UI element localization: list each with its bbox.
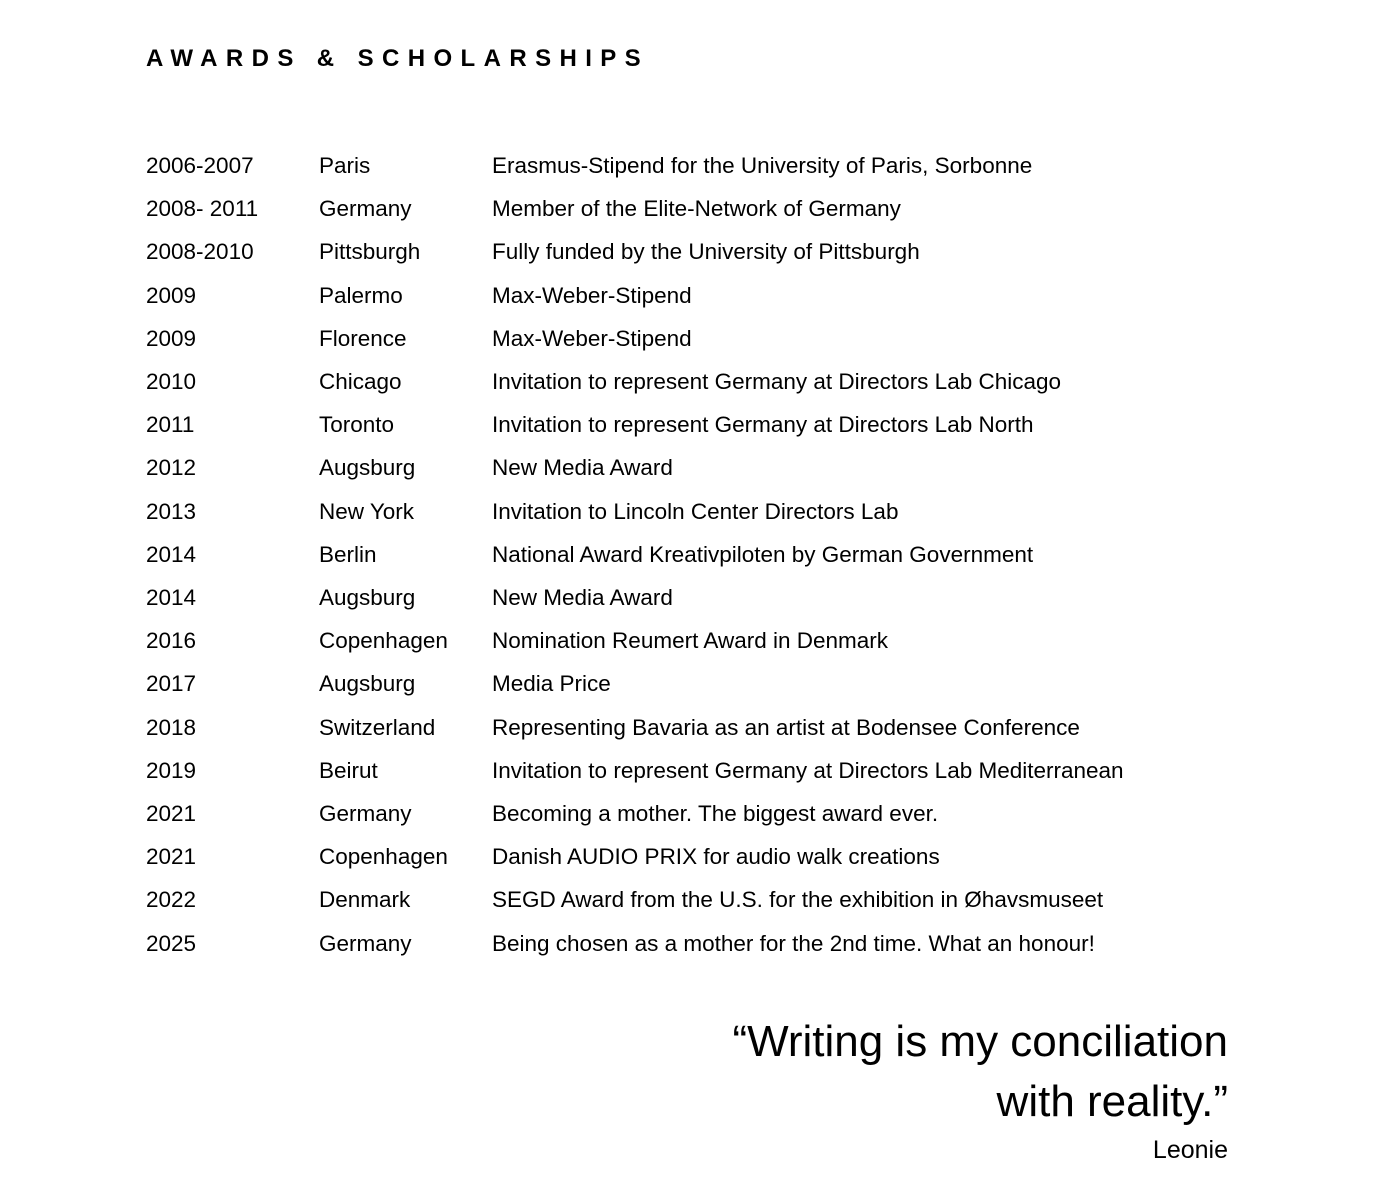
award-row [146, 403, 1246, 446]
award-description: Nomination Reumert Award in Denmark [492, 628, 889, 654]
award-place: Copenhagen [319, 844, 448, 870]
award-description: Representing Bavaria as an artist at Bodensee Conference [492, 714, 1080, 740]
award-row [146, 230, 1246, 273]
award-row [146, 749, 1246, 792]
award-row [146, 878, 1246, 921]
award-description: New Media Award [492, 455, 673, 481]
award-row [146, 662, 1246, 705]
award-description: National Award Kreativpiloten by German Government [492, 541, 1034, 567]
award-row [146, 619, 1246, 662]
award-place: Berlin [319, 541, 377, 567]
award-year: 2008-2010 [146, 239, 254, 265]
award-year: 2025 [146, 930, 197, 956]
award-year: 2014 [146, 541, 197, 567]
award-description: Erasmus-Stipend for the University of Paris, Sorbonne [492, 153, 1033, 178]
award-row [146, 576, 1246, 619]
quote-author: Leonie [1152, 1136, 1228, 1164]
award-place: Chicago [319, 369, 402, 395]
award-description: Max-Weber-Stipend [492, 282, 692, 308]
award-description: Fully funded by the University of Pittsburgh [492, 239, 920, 265]
award-year: 2010 [146, 369, 197, 395]
award-place: Germany [319, 801, 412, 827]
award-place: Beirut [319, 757, 378, 783]
award-row [146, 187, 1246, 230]
award-place: Pittsburgh [319, 239, 421, 265]
award-year: 2012 [146, 455, 197, 481]
award-place: Germany [319, 196, 412, 222]
award-year: 2016 [146, 628, 197, 654]
award-year: 2017 [146, 671, 197, 697]
award-description: Invitation to Lincoln Center Directors Lab [492, 498, 899, 524]
award-year: 2014 [146, 585, 197, 611]
award-description: Becoming a mother. The biggest award ever. [492, 801, 939, 827]
award-row [146, 446, 1246, 489]
award-year: 2021 [146, 844, 197, 870]
award-description: Invitation to represent Germany at Directors Lab Chicago [492, 369, 1062, 395]
award-row [146, 360, 1246, 403]
award-place: Copenhagen [319, 628, 448, 654]
award-description: SEGD Award from the U.S. for the exhibition in Øhavsmuseet [492, 887, 1104, 913]
award-place: Augsburg [319, 585, 416, 611]
award-year: 2008- 2011 [146, 196, 259, 222]
award-place: Toronto [319, 412, 395, 438]
award-year: 2013 [146, 498, 197, 524]
award-year: 2018 [146, 714, 197, 740]
award-description: Invitation to represent Germany at Directors Lab Mediterranean [492, 757, 1124, 783]
award-place: Augsburg [319, 455, 416, 481]
award-row [146, 533, 1246, 576]
award-year: 2009 [146, 325, 197, 351]
award-description: Max-Weber-Stipend [492, 325, 692, 351]
award-description: Danish AUDIO PRIX for audio walk creations [492, 844, 940, 870]
award-description: Member of the Elite-Network of Germany [492, 196, 901, 222]
award-row [146, 144, 1246, 187]
award-year: 2011 [146, 412, 195, 438]
quote-block [708, 1012, 1228, 1166]
award-row [146, 317, 1246, 360]
award-place: Palermo [319, 282, 403, 308]
award-row [146, 835, 1246, 878]
award-place: New York [319, 498, 415, 524]
award-description: Being chosen as a mother for the 2nd time. What an honour! [492, 930, 1095, 956]
awards-table [146, 144, 1246, 965]
award-place: Denmark [319, 887, 411, 913]
award-row [146, 706, 1246, 749]
award-place: Florence [319, 325, 407, 351]
award-description: Media Price [492, 671, 611, 697]
award-description: New Media Award [492, 585, 673, 611]
quote-text: “Writing is my conciliation with reality.” [732, 1017, 1228, 1126]
award-row [146, 274, 1246, 317]
award-year: 2019 [146, 757, 197, 783]
award-row [146, 792, 1246, 835]
award-row [146, 922, 1246, 965]
award-place: Paris [319, 153, 371, 178]
award-year: 2021 [146, 801, 197, 827]
award-year: 2006-2007 [146, 153, 254, 178]
award-place: Germany [319, 930, 412, 956]
award-year: 2009 [146, 282, 197, 308]
award-place: Switzerland [319, 714, 436, 740]
section-heading: AWARDS & SCHOLARSHIPS [146, 45, 650, 72]
award-year: 2022 [146, 887, 197, 913]
award-row [146, 490, 1246, 533]
award-place: Augsburg [319, 671, 416, 697]
awards-list [146, 144, 1246, 965]
award-description: Invitation to represent Germany at Directors Lab North [492, 412, 1034, 438]
